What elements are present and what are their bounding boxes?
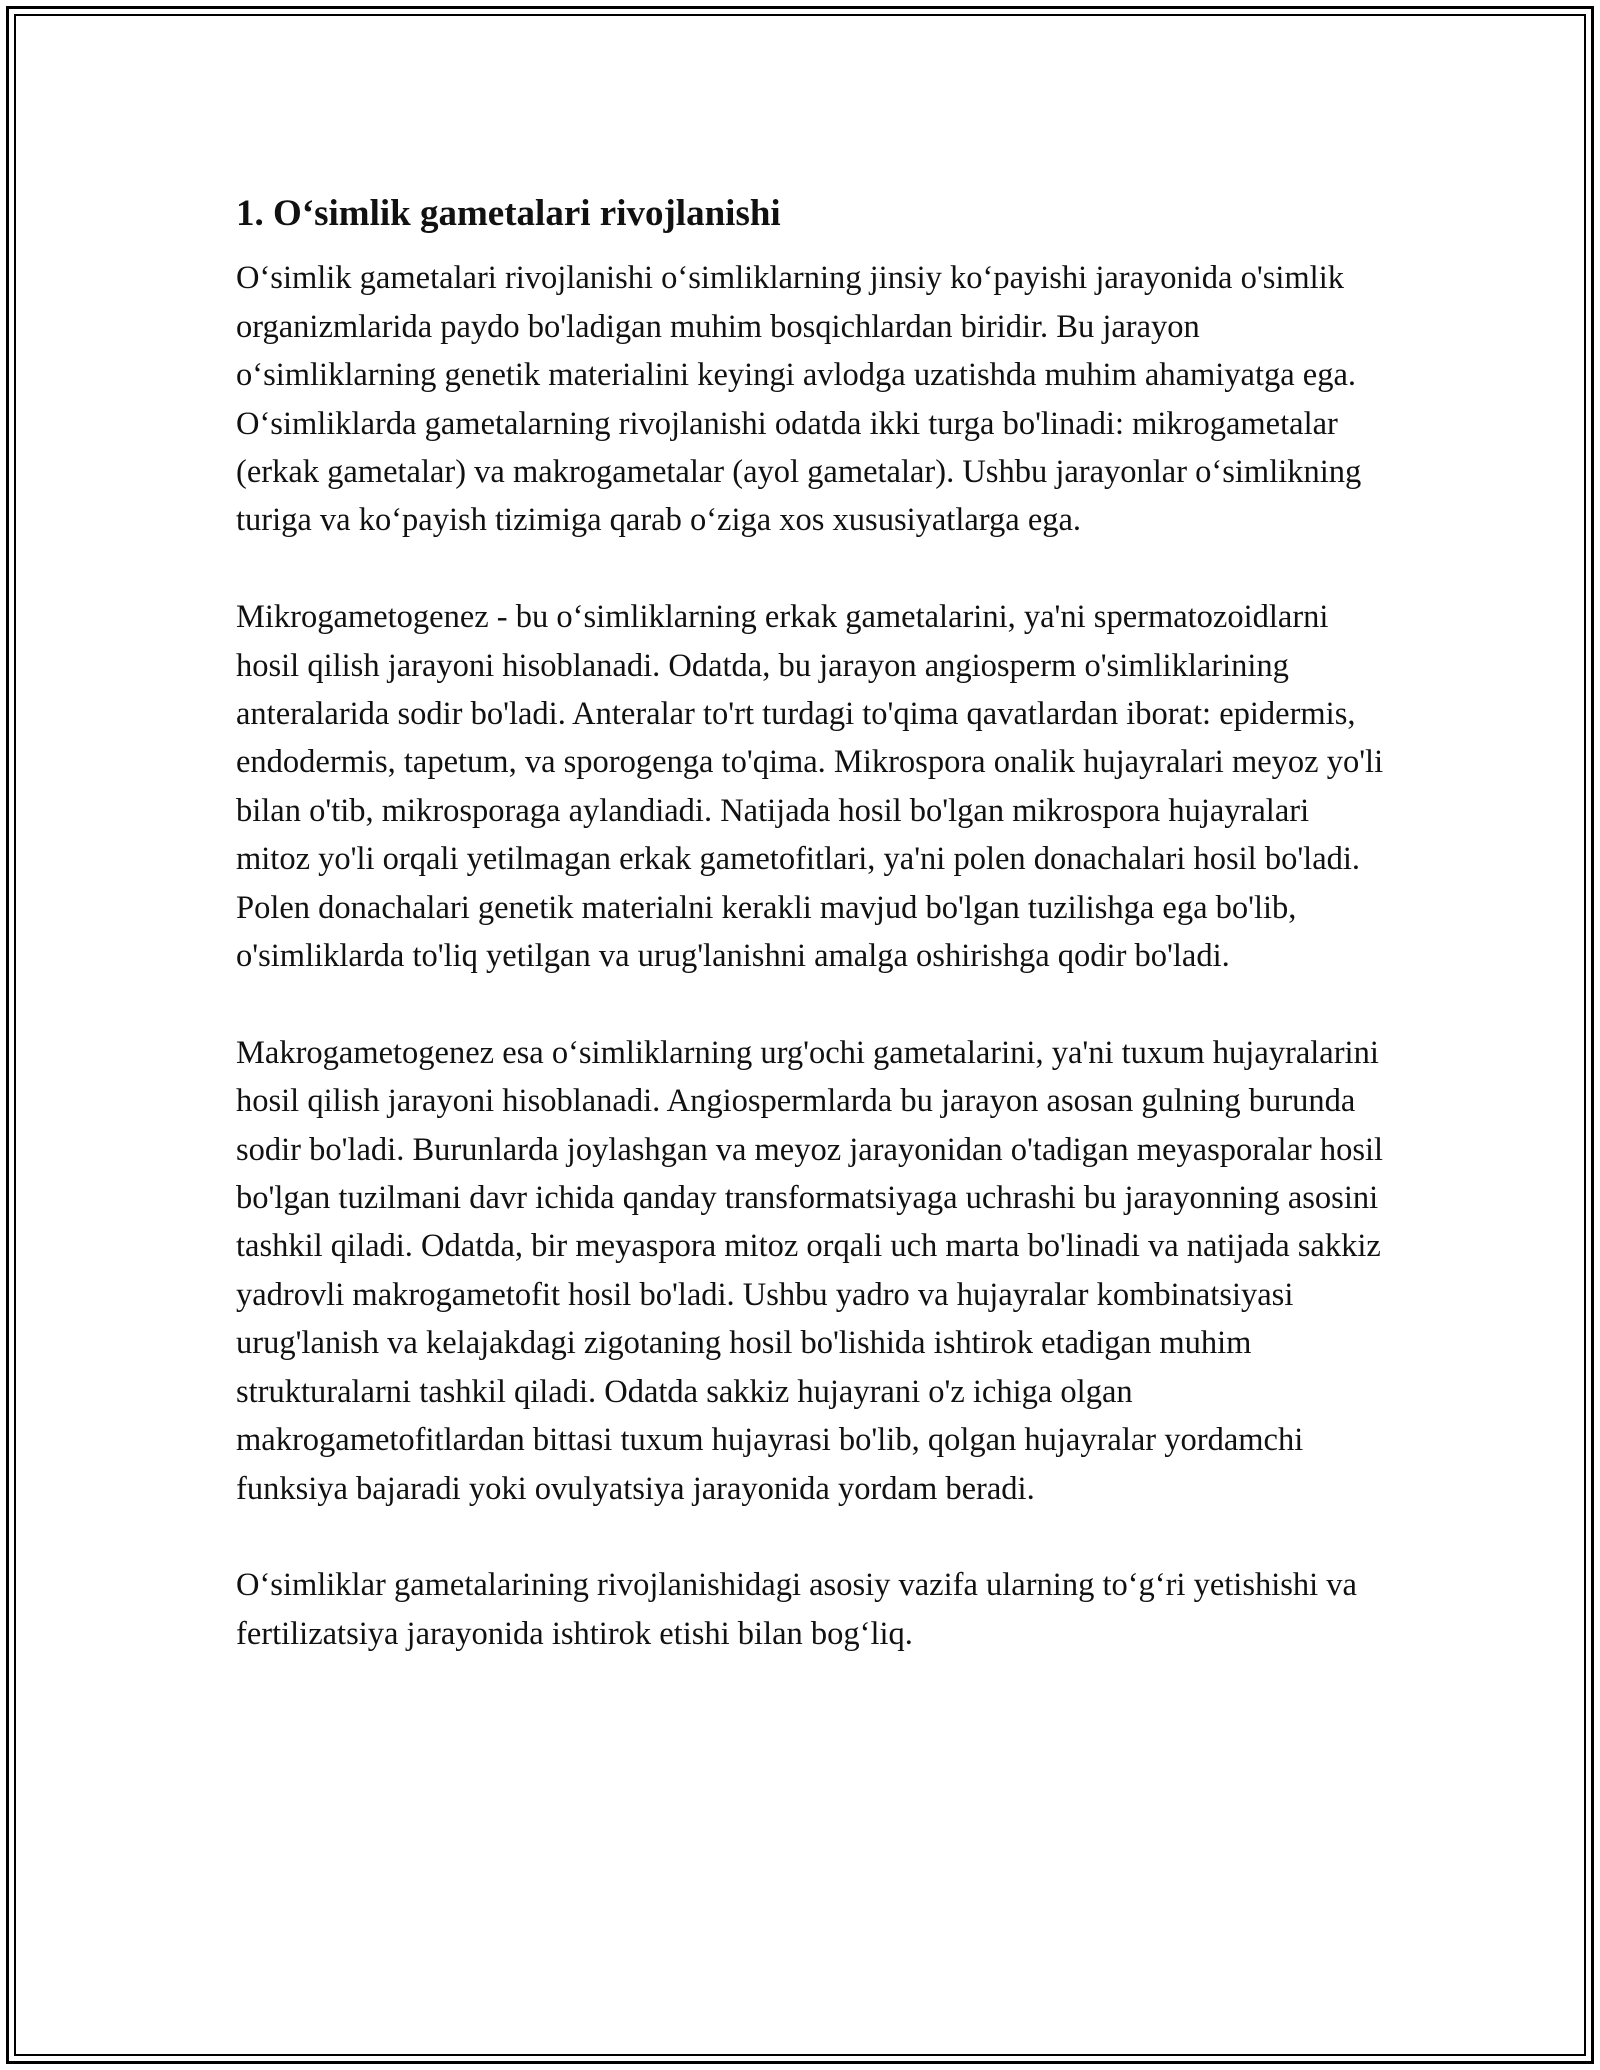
document-body — [236, 180, 1386, 1707]
paragraph-macrogametogenesis: Makrogametogenez esa o‘simliklarning urg'ochi gametalarini, ya'ni tuxum hujayralarini hosil qilish jarayoni hisoblanadi. Angiospermlarda bu jarayon asosan gulning burunda sodir bo'ladi. Burunlarda joylashgan va meyoz jarayonidan o'tadigan meyasporalar hosil bo'lgan tuzilmani davr ichida qanday transformatsiyaga uchrashi bu jarayonning asosini tashkil qiladi. Odatda, bir meyaspora mitoz orqali uch marta bo'linadi va natijada sakkiz yadrovli makrogametofit hosil bo'ladi. Ushbu yadro va hujayralar kombinatsiyasi urug'lanish va kelajakdagi zigotaning hosil bo'lishida ishtirok etadigan muhim strukturalarni tashkil qiladi. Odatda sakkiz hujayrani o'z ichiga olgan makrogametofitlardan bittasi tuxum hujayrasi bo'lib, qolgan hujayralar yordamchi funksiya bajaradi yoki ovulyatsiya jarayonida yordam beradi. — [236, 1034, 1384, 1507]
paragraph-microgametogenesis: Mikrogametogenez - bu o‘simliklarning erkak gametalarini, ya'ni spermatozoidlarni hosil qilish jarayoni hisoblanadi. Odatda, bu jarayon angiosperm o'simliklarining anteralarida sodir bo'ladi. Anteralar to'rt turdagi to'qima qavatlardan iborat: epidermis, endodermis, tapetum, va sporogenga to'qima. Mikrospora onalik hujayralari meyoz yo'li bilan o'tib, mikrosporaga aylandiadi. Natijada hosil bo'lgan mikrospora hujayralari mitoz yo'li orqali yetilmagan erkak gametofitlari, ya'ni polen donachalari hosil bo'ladi. Polen donachalari genetik materialni kerakli mavjud bo'lgan tuzilishga ega bo'lib, o'simliklarda to'liq yetilgan va urug'lanishni amalga oshirishga qodir bo'ladi. — [236, 599, 1384, 975]
paragraph-conclusion: O‘simliklar gametalarining rivojlanishidagi asosiy vazifa ularning to‘g‘ri yetishishi va fertilizatsiya jarayonida ishtirok etishi bilan bog‘liq. — [236, 1567, 1357, 1652]
paragraph-intro: O‘simlik gametalari rivojlanishi o‘simliklarning jinsiy ko‘payishi jarayonida o'simlik organizmlarida paydo bo'ladigan muhim bosqichlardan biridir. Bu jarayon o‘simliklarning genetik materialini keyingi avlodga uzatishda muhim ahamiyatga ega. O‘simliklarda gametalarning rivojlanishi odatda ikki turga bo'linadi: mikrogametalar (erkak gametalar) va makrogametalar (ayol gametalar). Ushbu jarayonlar o‘simlikning turiga va ko‘payish tizimiga qarab o‘ziga xos xususiyatlarga ega. — [236, 260, 1362, 539]
section-heading: 1. O‘simlik gametalari rivojlanishi — [236, 193, 781, 234]
